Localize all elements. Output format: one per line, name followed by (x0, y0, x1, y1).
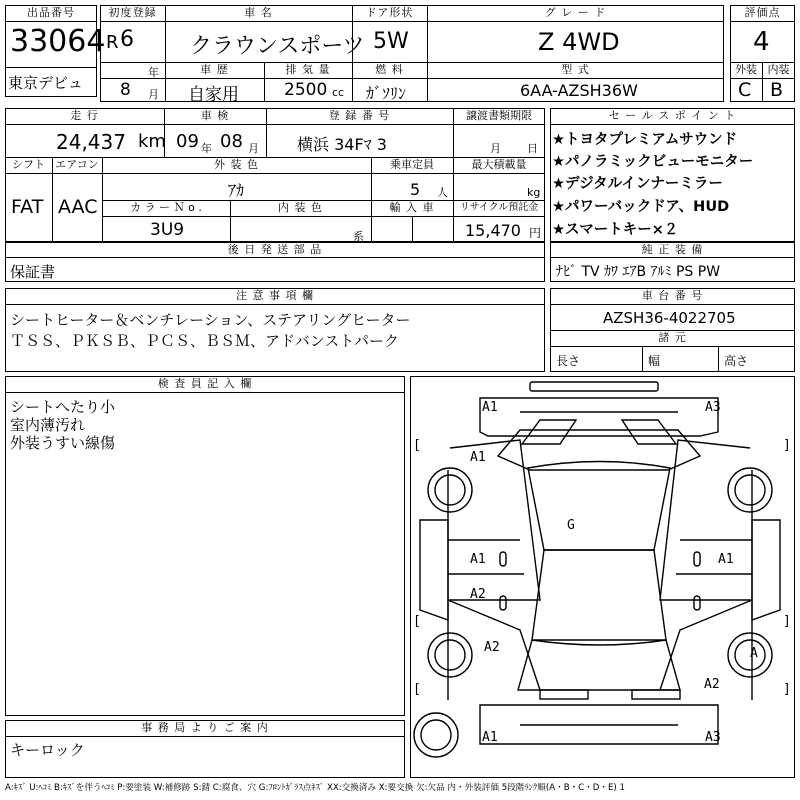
damage-mark: A1 (470, 450, 486, 465)
model: 6AA-AZSH36W (520, 81, 638, 100)
lot-label: 出品番号 (27, 6, 75, 19)
damage-mark: A2 (484, 640, 500, 655)
import-label: 輸 入 車 (389, 201, 435, 214)
transfer-day: 日 (527, 142, 538, 155)
exterior-label: 外装 (735, 63, 757, 76)
legend: A:ｷｽﾞ U:ﾍｺﾐ B:ｷｽﾞを伴うﾍｺﾐ P:要塗装 W:補修跡 S:錆 C:腐食、穴 G:ﾌﾛﾝﾄｶﾞﾗｽ点ｷｽﾞ XX:交換済み X:要交換 欠:欠品 内・外装評価 5段階ﾗﾝｸ順(A・B・C・D・E) 1 (5, 783, 625, 793)
insp-month-unit: 月 (248, 142, 259, 155)
history: 自家用 (188, 85, 239, 105)
seats-label: 乗車定員 (390, 158, 434, 171)
sales-point-1: ★トヨタプレミアムサウンド (552, 132, 738, 148)
chassis-number: AZSH36-4022705 (603, 309, 736, 327)
car-name-label: 車 名 (244, 6, 273, 19)
interior-color-unit: 系 (353, 230, 364, 243)
damage-mark: A (750, 646, 758, 661)
damage-mark: A3 (705, 730, 721, 745)
bracket: ] (783, 614, 791, 629)
inspector-line-2: 室内薄汚れ (10, 416, 86, 434)
damage-mark: A2 (470, 587, 486, 602)
grade: Z 4WD (538, 28, 620, 56)
damage-mark: A1 (718, 552, 734, 567)
history-label: 車 歴 (200, 63, 229, 76)
displacement-label: 排 気 量 (285, 63, 331, 76)
bracket: ] (783, 682, 791, 697)
lot-number: 33064 (10, 24, 106, 59)
fuel: ｶﾞｿﾘﾝ (366, 84, 407, 103)
bracket: ] (783, 438, 791, 453)
reg-year: 6 (120, 27, 134, 52)
year-unit: 年 (148, 66, 159, 79)
inspection-label: 車 検 (200, 109, 230, 122)
parts-value: 保証書 (10, 263, 56, 281)
exterior-grade: C (738, 79, 752, 101)
length-label: 長さ (556, 354, 581, 368)
damage-mark: A3 (705, 400, 721, 415)
bracket: [ (413, 438, 421, 453)
office-label: 事 務 局 よ り ご 案 内 (141, 721, 269, 734)
km-unit: km (138, 131, 166, 152)
insp-year-unit: 年 (201, 142, 212, 155)
height-label: 高さ (724, 354, 749, 368)
recycle: 15,470 (465, 221, 521, 240)
parts-label: 後 日 発 送 部 品 (227, 243, 323, 256)
reg-month: 8 (120, 80, 131, 100)
sales-point-2: ★パノラミックビューモニター (552, 154, 754, 170)
ac: AAC (58, 196, 98, 218)
width-label: 幅 (648, 354, 661, 368)
inspector-line-1: シートへたり小 (10, 398, 116, 416)
insp-month: 08 (220, 131, 243, 152)
sales-points-label: セ ー ル ス ポ イ ン ト (608, 109, 737, 122)
equipment-label: 純 正 装 備 (641, 243, 704, 256)
transfer-label: 譲渡書類期限 (466, 109, 532, 122)
sales-point-5: ★スマートキー×２ (552, 222, 679, 238)
color-no: 3U9 (150, 220, 185, 240)
interior-label: 内装 (767, 63, 790, 76)
color-label: 外 装 色 (214, 158, 259, 171)
mileage-label: 走 行 (70, 109, 99, 122)
era: R (106, 32, 119, 53)
notes-line-2: ＴＳＳ、ＰＫＳＢ、ＰＣＳ、ＢＳＭ、アドバンストパーク (10, 332, 399, 350)
seats-unit: 人 (437, 186, 448, 199)
door: 5W (373, 29, 409, 54)
seats: 5 (410, 180, 421, 199)
chassis-label: 車 台 番 号 (641, 289, 704, 302)
office-value: キーロック (10, 741, 85, 759)
yen-unit: 円 (529, 226, 542, 240)
reg-no-label: 登 録 番 号 (328, 109, 391, 122)
displacement: 2500 (284, 80, 328, 100)
fuel-label: 燃 料 (375, 63, 404, 76)
shift: FAT (11, 196, 44, 218)
damage-mark: A1 (482, 730, 498, 745)
sales-point-4: ★パワーバックドア、HUD (552, 199, 730, 215)
notes-line-1: シートヒーター＆ベンチレーション、ステアリングヒーター (10, 311, 411, 329)
bracket: [ (413, 682, 421, 697)
spec-label: 諸 元 (658, 331, 687, 344)
venue: 東京デビュ (8, 74, 84, 92)
reg-no: 横浜 34Fﾏ 3 (297, 135, 387, 154)
score: 4 (753, 27, 770, 57)
load-unit: kg (527, 186, 541, 199)
color: ｱｶ (228, 181, 245, 200)
door-label: ドア形状 (365, 6, 414, 19)
shift-label: シフト (12, 158, 45, 171)
interior-grade: B (770, 79, 784, 101)
equipment-value: ﾅﾋﾞ TV ｶﾜ ｴｱB ｱﾙﾐ PS PW (556, 264, 721, 280)
cc-unit: cc (332, 86, 345, 99)
grade-label: グ レ ー ド (544, 6, 607, 19)
car-name: クラウンスポーツ (190, 34, 365, 59)
load-label: 最大積載量 (471, 158, 527, 171)
inspector-label: 検 査 員 記 入 欄 (157, 377, 253, 390)
transfer-month: 月 (490, 142, 501, 155)
score-label: 評価点 (744, 6, 781, 19)
ac-label: エアコン (55, 158, 99, 171)
month-unit: 月 (148, 88, 159, 101)
damage-mark: G (567, 518, 575, 533)
model-label: 型 式 (561, 63, 590, 76)
sales-point-3: ★デジタルインナーミラー (552, 176, 723, 192)
insp-year: 09 (176, 131, 199, 152)
damage-mark: A2 (704, 677, 720, 692)
first-reg-label: 初度登録 (108, 6, 157, 19)
notes-label: 注 意 事 項 欄 (236, 289, 314, 302)
color-no-label: カ ラ ー Ｎ ο . (130, 201, 202, 214)
mileage: 24,437 (56, 130, 126, 154)
recycle-label: リサイクル預託金 (459, 202, 539, 213)
bracket: [ (413, 614, 421, 629)
damage-mark: A1 (470, 552, 486, 567)
damage-mark: A1 (482, 400, 498, 415)
interior-color-label: 内 装 色 (278, 201, 323, 214)
inspector-line-3: 外装うすい線傷 (10, 434, 116, 452)
